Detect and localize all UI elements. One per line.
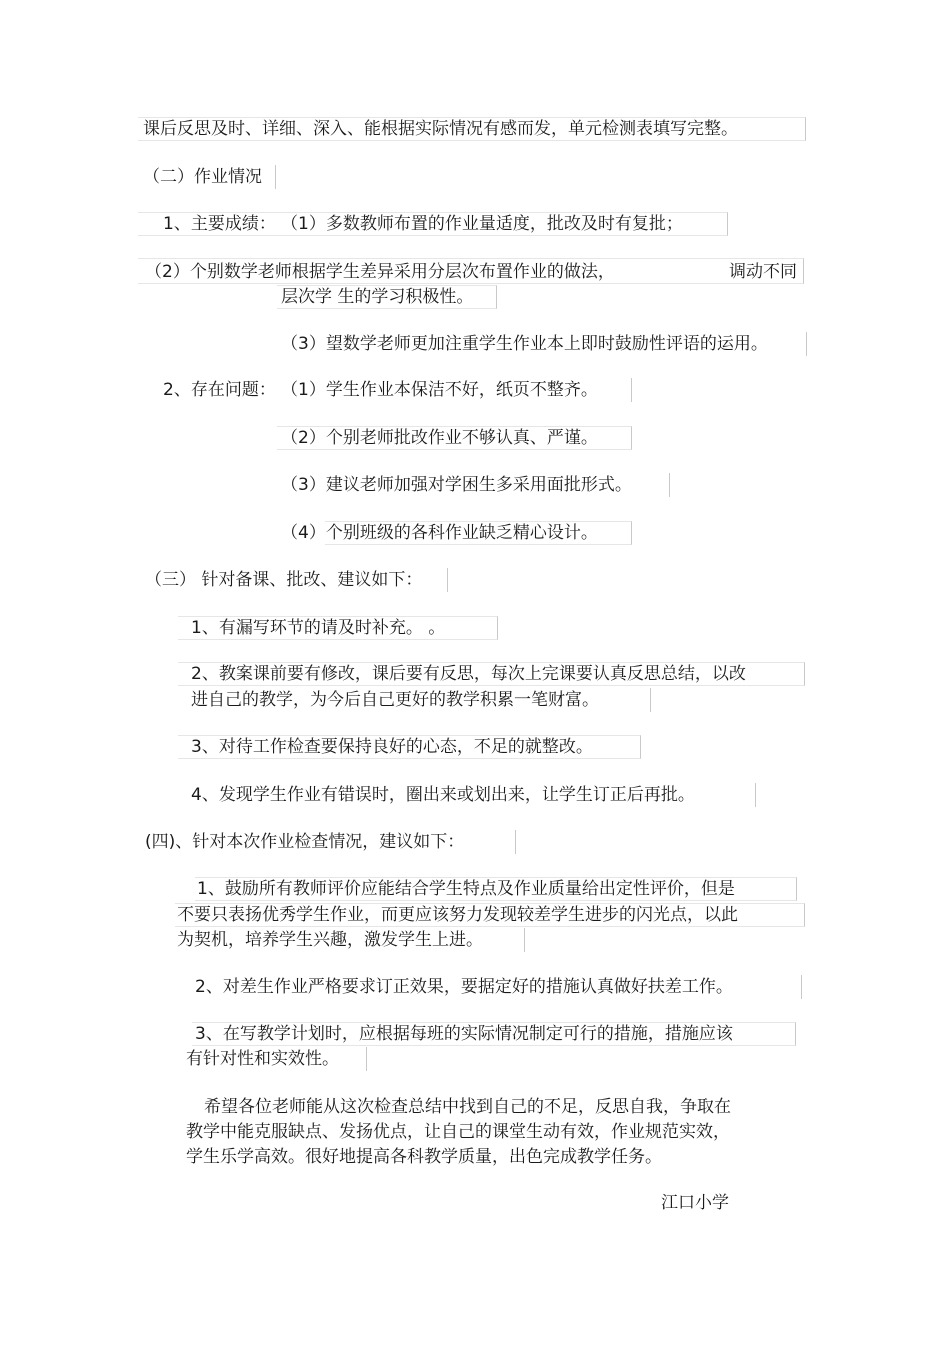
problem-3: （3）建议老师加强对学困生多采用面批形式。	[281, 475, 632, 495]
check-suggestion-1a: 1、鼓励所有教师评价应能结合学生特点及作业质量给出定性评价，但是	[197, 879, 735, 899]
achievement-3: （3）望数学老师更加注重学生作业本上即时鼓励性评语的运用。	[281, 334, 768, 354]
closing-line-3: 学生乐学高效。很好地提高各科教学质量，出色完成教学任务。	[186, 1147, 662, 1167]
suggestion-2a: 2、教案课前要有修改，课后要有反思，每次上完课要认真反思总结，以改	[191, 664, 746, 684]
suggestion-2b: 进自己的教学，为今后自己更好的教学积累一笔财富。	[191, 690, 599, 710]
check-suggestion-1c: 为契机，培养学生兴趣，激发学生上进。	[177, 930, 483, 950]
achievement-2b: 调动不同	[729, 262, 797, 282]
achievement-2a: （2）个别数学老师根据学生差异采用分层次布置作业的做法，	[145, 262, 615, 282]
achievement-1: （1）多数教师布置的作业量适度，批改及时有复批；	[281, 214, 683, 234]
achievement-2c: 层次学 生的学习积极性。	[281, 287, 474, 307]
section-heading-homework-check: (四)、针对本次作业检查情况，建议如下：	[145, 832, 465, 852]
section-heading-suggestions: （三） 针对备课、批改、建议如下：	[145, 570, 423, 590]
section-heading-homework: （二）作业情况	[143, 167, 262, 187]
signature: 江口小学	[661, 1193, 729, 1213]
check-suggestion-3a: 3、在写教学计划时，应根据每班的实际情况制定可行的措施，措施应该	[195, 1024, 733, 1044]
closing-line-1: 希望各位老师能从这次检查总结中找到自己的不足，反思自我，争取在	[204, 1097, 731, 1117]
check-suggestion-2: 2、对差生作业严格要求订正效果，要据定好的措施认真做好扶差工作。	[195, 977, 733, 997]
check-suggestion-3b: 有针对性和实效性。	[186, 1049, 339, 1069]
achievements-label: 1、主要成绩：	[163, 214, 276, 234]
check-suggestion-1b: 不要只表扬优秀学生作业，而更应该努力发现较差学生进步的闪光点，以此	[177, 905, 738, 925]
suggestion-1: 1、有漏写环节的请及时补充。 。	[191, 618, 446, 638]
problem-4: （4）个别班级的各科作业缺乏精心设计。	[281, 523, 598, 543]
problem-2: （2）个别老师批改作业不够认真、严谨。	[281, 428, 598, 448]
suggestion-4: 4、发现学生作业有错误时，圈出来或划出来，让学生订正后再批。	[191, 785, 695, 805]
problems-label: 2、存在问题：	[163, 380, 276, 400]
closing-line-2: 教学中能克服缺点、发扬优点，让自己的课堂生动有效，作业规范实效，	[186, 1122, 730, 1142]
problem-1: （1）学生作业本保洁不好，纸页不整齐。	[281, 380, 598, 400]
suggestion-3: 3、对待工作检查要保持良好的心态，不足的就整改。	[191, 737, 593, 757]
intro-tail: 课后反思及时、详细、深入、能根据实际情况有感而发，单元检测表填写完整。	[143, 119, 738, 139]
